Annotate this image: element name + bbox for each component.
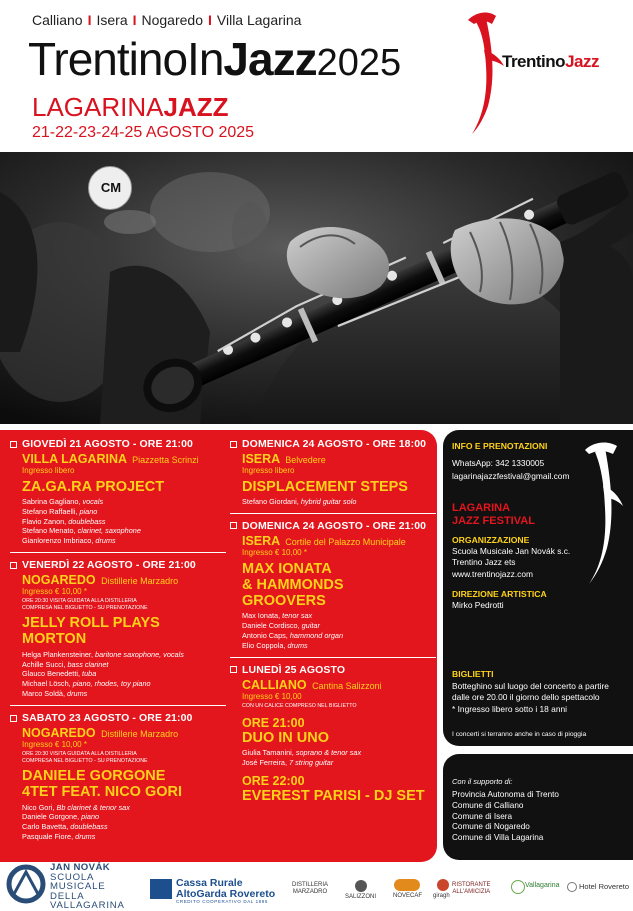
organization-label: ORGANIZZAZIONE [452,535,530,545]
cassa-rurale-line: AltoGarda Rovereto [176,888,276,901]
checkbox-icon [230,666,237,673]
event-entry-note: Ingresso € 10,00 [242,691,302,701]
event-venue [242,452,436,466]
distilleria-marzadro-logo [292,882,328,895]
town-separator: I [208,12,212,28]
sponsor-line: MARZADRO [292,888,328,895]
event-block [10,438,226,546]
event-entry-note: Ingresso libero [22,466,75,475]
lineup-member [242,621,436,631]
logo-text-black: Trentino [502,52,566,71]
venue-name: NOGAREDO [22,573,96,588]
jan-novak-name [50,863,125,911]
member-name: Marco Soldà, [22,689,65,699]
event-day-text: GIOVEDÌ 21 AGOSTO - ORE 21:00 [22,438,193,450]
organization-list [452,546,570,580]
festival-title [28,33,402,85]
member-role: doublebass [70,822,108,832]
venue-place: Cantina Salizzoni [312,680,382,691]
checkbox-icon [10,441,17,448]
town-name: Calliano [32,12,83,28]
event-venue [22,726,226,740]
salizzoni-name: SALIZZONI [345,894,377,900]
event-divider [10,705,226,706]
trentino-jazz-logo-text [502,52,599,72]
event-day-text: LUNEDÌ 25 AGOSTO [242,663,346,676]
event-venue [22,452,226,466]
event-divider [10,552,226,553]
ticket-info [452,681,609,715]
member-name: Max Ionata, [242,611,281,621]
venue-name: ISERA [242,533,280,548]
cassa-rurale-name [176,878,275,905]
event-small-note [22,751,226,765]
member-name: Elio Coppola, [242,640,286,650]
festival-dates: 21-22-23-24-25 AGOSTO 2025 [32,124,255,141]
member-role: hammond organ [289,630,344,640]
member-role: drums [67,689,88,699]
lineup-member [242,758,436,768]
venue-name: ISERA [242,452,280,466]
band-line: MORTON [22,631,87,648]
cassa-rurale-logo-icon [150,879,172,899]
sponsor-line: ALL'AMICIZIA [452,888,491,895]
sub-event [230,774,436,804]
program-column-left [10,438,226,842]
lagarina-jazz-logo-icon [583,436,623,586]
organization-line: www.trentinojazz.com [452,568,533,579]
jan-novak-line: MUSICALE [50,881,106,893]
checkbox-icon [230,441,237,448]
member-name: Glauco Benedetti, [22,669,81,679]
small-note-line: COMPRESA NEL BIGLIETTO - SU PRENOTAZIONE [22,757,148,764]
sponsor-bar [0,862,633,911]
member-role: tuba [82,669,97,679]
title-year: 2025 [316,42,402,84]
ticket-line: dalle ore 20.00 il giorno dello spettacolo [452,692,600,703]
member-role: clarinet, saxophone [77,526,141,536]
jan-novak-line: VALLAGARINA [50,900,125,911]
title-bold: Jazz [223,33,317,85]
member-name: Sabrina Gagliano, [22,496,81,506]
band-line: JELLY ROLL PLAYS [22,615,160,632]
sponsor-line: RISTORANTE [452,882,491,888]
support-item: Provincia Autonoma di Trento [452,790,559,799]
tickets-label: BIGLIETTI [452,669,494,679]
ticket-line: * Ingresso libero sotto i 18 anni [452,703,567,714]
lineup-member [22,832,226,842]
event-lineup [22,803,226,842]
rain-note: I concerti si terranno anche in caso di pioggia [452,731,587,738]
event-block [230,664,436,804]
member-name: Daniele Cordisco, [242,621,300,631]
hotel-rovereto-name: Hotel Rovereto [579,882,630,891]
lineup-member [22,669,226,679]
poster-header [0,0,633,152]
lineup-member [22,650,226,660]
cm-badge-logo [88,166,132,210]
small-note-line: CON UN CALICE COMPRESO NEL BIGLIETTO [242,702,357,709]
event-day [230,438,436,450]
lineup-member [22,517,226,527]
event-band [242,479,436,495]
support-item: Comune di Calliano [452,800,524,810]
event-details [22,573,226,587]
salizzoni-emblem-icon [355,880,367,892]
event-block [230,520,436,651]
event-band [22,479,226,495]
lineup-member [22,679,226,689]
event-entry-note: Ingresso € 10,00 * [22,587,87,597]
artistic-director: Mirko Pedrotti [452,600,504,610]
event-band [22,615,226,647]
jan-novak-line: DELLA [50,890,85,902]
event-venue [242,678,436,692]
sub-event [230,716,436,768]
member-role: piano [81,812,100,822]
band-line: ZA.GA.RA PROJECT [22,478,165,495]
support-item: Comune di Isera [452,811,513,821]
lineup-member [242,748,436,758]
band-line: & HAMMONDS [242,576,344,593]
event-details [242,678,436,692]
member-role: baritone saxophone, vocals [95,649,184,659]
event-block [10,712,226,842]
member-role: doublebass [68,516,106,526]
venue-name: NOGAREDO [22,726,96,741]
event-day [10,559,226,571]
sub-event-band: EVEREST PARISI - DJ SET [242,787,425,804]
lineup-member [22,822,226,832]
support-item: Comune di Villa Lagarina [452,833,544,843]
member-name: Achille Succi, [22,659,66,669]
event-details [22,726,226,740]
event-small-note [22,598,226,612]
member-name: Stefano Menato, [22,526,76,536]
event-details [242,534,436,548]
towns-line [32,12,301,28]
ticket-line: Botteghino sul luogo del concerto a partire [452,681,609,691]
venue-place: Distillerie Marzadro [101,576,179,587]
organization-line: Trentino Jazz ets [452,557,516,568]
member-name: Carlo Bavetta, [22,822,69,832]
member-name: Stefano Giordani, [242,496,299,506]
member-name: Helga Plankensteiner, [22,649,93,659]
band-line: GROOVERS [242,593,326,610]
support-title: Con il supporto di: [452,777,513,786]
giragh-logo-icon [437,879,449,891]
trentino-jazz-logo-icon [462,6,506,136]
event-details [22,452,226,466]
jan-novak-line: JAN NOVÁK [50,862,111,873]
event-divider [230,657,436,658]
support-list [452,790,559,844]
town-name: Isera [96,12,128,28]
organization-line: Scuola Musicale Jan Novák s.c. [452,546,571,556]
member-role: drums [75,832,96,842]
lineup-member [22,803,226,813]
festival-subtitle [32,92,229,123]
event-lineup [242,748,436,768]
lineup-member [242,497,436,507]
festival-name [452,502,535,528]
event-lineup [22,650,226,699]
artistic-direction-label: DIREZIONE ARTISTICA [452,589,547,599]
cm-badge-text: CM [100,180,122,195]
logo-text-red: Jazz [565,52,599,71]
member-name: Pasquale Fiore, [22,832,74,842]
lineup-member [242,631,436,641]
concert-program [0,430,437,862]
member-role: Bb clarinet & tenor sax [56,802,130,812]
venue-place: Piazzetta Scrinzi [132,455,199,465]
lineup-member [242,641,436,651]
town-name: Villa Lagarina [216,12,302,28]
cassa-rurale-line: Cassa Rurale [176,877,243,889]
member-name: Giulia Tamanini, [242,747,294,757]
member-role: soprano & tenor sax [295,747,362,757]
event-day-text: SABATO 23 AGOSTO - ORE 21:00 [22,712,193,725]
member-name: Flavio Zanon, [22,516,67,526]
novecaf-name: NOVECAF [393,893,423,899]
event-lineup [242,497,436,507]
sub-event-band: DUO IN UNO [242,729,329,746]
member-role: piano, rhodes, toy piano [72,679,151,689]
event-day-text: DOMENICA 24 AGOSTO - ORE 18:00 [242,438,427,450]
small-note-line: COMPRESA NEL BIGLIETTO - SU PRENOTAZIONE [22,605,148,612]
member-role: drums [287,640,308,650]
member-name: Antonio Caps, [242,630,288,640]
event-entry-note: Ingresso libero [242,466,295,475]
vallagarina-name: Vallagarina [525,882,560,889]
member-name: Nico Gori, [22,802,55,812]
sub-event-time: ORE 22:00 [242,773,305,788]
event-band [22,768,226,800]
info-label: INFO E PRENOTAZIONI [452,441,548,451]
support-panel [443,754,633,860]
jan-novak-line: SCUOLA [50,871,95,883]
checkbox-icon [10,562,17,569]
subtitle-bold: JAZZ [163,92,229,122]
festival-name-line: JAZZ FESTIVAL [452,515,535,528]
lineup-member [22,507,226,517]
amicizia-logo [452,882,491,895]
band-line: DISPLACEMENT STEPS [242,478,408,495]
title-light: TrentinoIn [28,33,224,85]
checkbox-icon [230,522,237,529]
lineup-member [22,526,226,536]
info-panel [443,430,633,746]
jan-novak-logo-icon [6,864,46,904]
member-name: Gianlorenzo Imbriaco, [22,536,94,546]
member-name: Daniele Gorgone, [22,812,80,822]
venue-place: Belvedere [285,455,326,465]
clarinet-photo [0,152,633,424]
member-role: drums [95,536,116,546]
event-venue [22,573,226,587]
cassa-rurale-sub: CREDITO COOPERATIVO DAL 1895 [176,899,268,905]
event-lineup [22,497,226,546]
member-name: José Ferreira, [242,757,288,767]
member-role: 7 string guitar [289,757,334,767]
lineup-member [22,689,226,699]
event-block [10,559,226,699]
member-name: Stefano Raffaelli, [22,506,78,516]
whatsapp-contact: WhatsApp: 342 1330005 [452,458,545,468]
event-day [10,438,226,450]
member-role: vocals [82,496,104,506]
sub-event-time: ORE 21:00 [242,715,305,730]
town-name: Nogaredo [141,12,203,28]
event-entry-note: Ingresso € 10,00 * [242,547,307,557]
venue-name: VILLA LAGARINA [22,452,127,466]
member-role: piano [79,506,98,516]
member-name: Michael Lösch, [22,679,71,689]
small-note-line: ORE 20:30 VISITA GUIDATA ALLA DISTILLERIA [22,750,137,757]
venue-place: Distillerie Marzadro [101,729,179,740]
band-line: 4TET FEAT. NICO GORI [22,784,183,801]
festival-name-line: LAGARINA [452,502,511,514]
lineup-member [22,660,226,670]
hotel-rovereto-logo-icon [567,882,577,892]
member-role: guitar [301,621,320,631]
member-role: tenor sax [282,611,313,621]
venue-place: Cortile del Palazzo Municipale [285,536,406,547]
event-day-text: VENERDÌ 22 AGOSTO - ORE 21:00 [22,559,196,572]
email-contact: lagarinajazzfestival@gmail.com [452,471,570,481]
event-block [230,438,436,507]
subtitle-light: LAGARINA [32,92,164,122]
sponsor-line: DISTILLERIA [292,882,329,888]
program-column-right [230,438,436,804]
novecaf-logo-icon [394,879,420,891]
support-item: Comune di Nogaredo [452,822,530,832]
town-separator: I [87,12,92,28]
town-separator: I [132,12,137,28]
event-lineup [242,611,436,650]
event-day [230,520,436,532]
vallagarina-logo-icon [511,880,525,894]
checkbox-icon [10,715,17,722]
band-line: MAX IONATA [242,560,332,577]
event-small-note [242,703,436,710]
event-divider [230,513,436,514]
lineup-member [22,497,226,507]
event-day-text: DOMENICA 24 AGOSTO - ORE 21:00 [242,519,427,532]
lineup-member [22,536,226,546]
event-day [10,712,226,724]
event-venue [242,534,436,548]
event-entry-note: Ingresso € 10,00 * [22,740,87,750]
lineup-member [22,812,226,822]
giragh-name: giragh [433,893,450,899]
event-details [242,452,436,466]
small-note-line: ORE 20:30 VISITA GUIDATA ALLA DISTILLERIA [22,597,137,604]
event-day [230,664,436,676]
member-role: hybrid guitar solo [300,496,357,506]
band-line: DANIELE GORGONE [22,768,166,785]
lineup-member [242,611,436,621]
venue-name: CALLIANO [242,677,307,692]
member-role: bass clarinet [67,659,109,669]
event-band [242,561,436,610]
